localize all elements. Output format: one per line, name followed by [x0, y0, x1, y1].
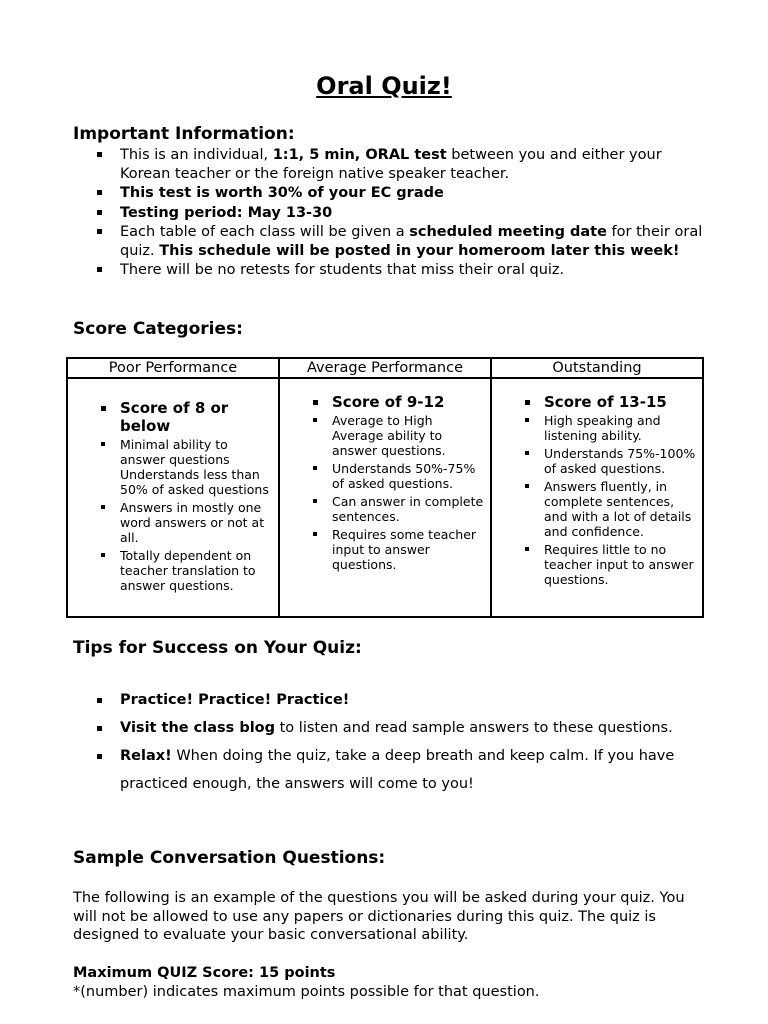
list-item: Totally dependent on teacher translation to answer questions. — [88, 548, 274, 593]
list-item: Practice! Practice! Practice! — [73, 686, 713, 714]
average-score-label: Score of 9-12 — [300, 393, 486, 411]
score-categories-table — [66, 357, 704, 618]
score-categories-heading: Score Categories: — [73, 319, 243, 339]
list-item: This test is worth 30% of your EC grade — [73, 184, 713, 203]
column-header-poor: Poor Performance — [67, 358, 279, 378]
tips-list — [73, 686, 713, 798]
list-item: Each table of each class will be given a scheduled meeting date for their oral quiz. This schedule will be posted in your homeroom later this week! — [73, 223, 713, 260]
important-info-list — [73, 146, 713, 281]
list-item: Can answer in complete sentences. — [300, 494, 486, 524]
list-item: Requires some teacher input to answer questions. — [300, 527, 486, 572]
list-item: Understands 75%-100% of asked questions. — [512, 446, 698, 476]
poor-cell — [67, 378, 279, 617]
sample-questions-heading: Sample Conversation Questions: — [73, 848, 386, 868]
outstanding-cell — [491, 378, 703, 617]
points-note: *(number) indicates maximum points possible for that question. — [73, 984, 540, 1000]
list-item: This is an individual, 1:1, 5 min, ORAL test between you and either your Korean teacher or the foreign native speaker teacher. — [73, 146, 713, 183]
list-item: Average to High Average ability to answer questions. — [300, 413, 486, 458]
tips-heading: Tips for Success on Your Quiz: — [73, 638, 362, 658]
column-header-average: Average Performance — [279, 358, 491, 378]
important-info-heading: Important Information: — [73, 124, 295, 144]
list-item: Requires little to no teacher input to answer questions. — [512, 542, 698, 587]
column-header-outstanding: Outstanding — [491, 358, 703, 378]
list-item: There will be no retests for students that miss their oral quiz. — [73, 261, 713, 280]
list-item: Testing period: May 13-30 — [73, 204, 713, 223]
sample-intro-paragraph: The following is an example of the questions you will be asked during your quiz. You will not be allowed to use any papers or dictionaries during this quiz. The quiz is designed to evaluate your basic conversational ability. — [73, 890, 685, 943]
list-item: Visit the class blog to listen and read sample answers to these questions. — [73, 714, 713, 742]
list-item: Minimal ability to answer questions Understands less than 50% of asked questions — [88, 437, 274, 497]
list-item: Answers fluently, in complete sentences, and with a lot of details and confidence. — [512, 479, 698, 539]
list-item: Relax! When doing the quiz, take a deep breath and keep calm. If you have practiced enough, the answers will come to you! — [73, 742, 713, 798]
outstanding-score-label: Score of 13-15 — [512, 393, 698, 411]
average-cell — [279, 378, 491, 617]
page-title: Oral Quiz! — [316, 72, 452, 100]
poor-score-label: Score of 8 or below — [88, 399, 274, 435]
list-item: Answers in mostly one word answers or not at all. — [88, 500, 274, 545]
list-item: High speaking and listening ability. — [512, 413, 698, 443]
list-item: Understands 50%-75% of asked questions. — [300, 461, 486, 491]
max-score-line: Maximum QUIZ Score: 15 points — [73, 965, 336, 981]
